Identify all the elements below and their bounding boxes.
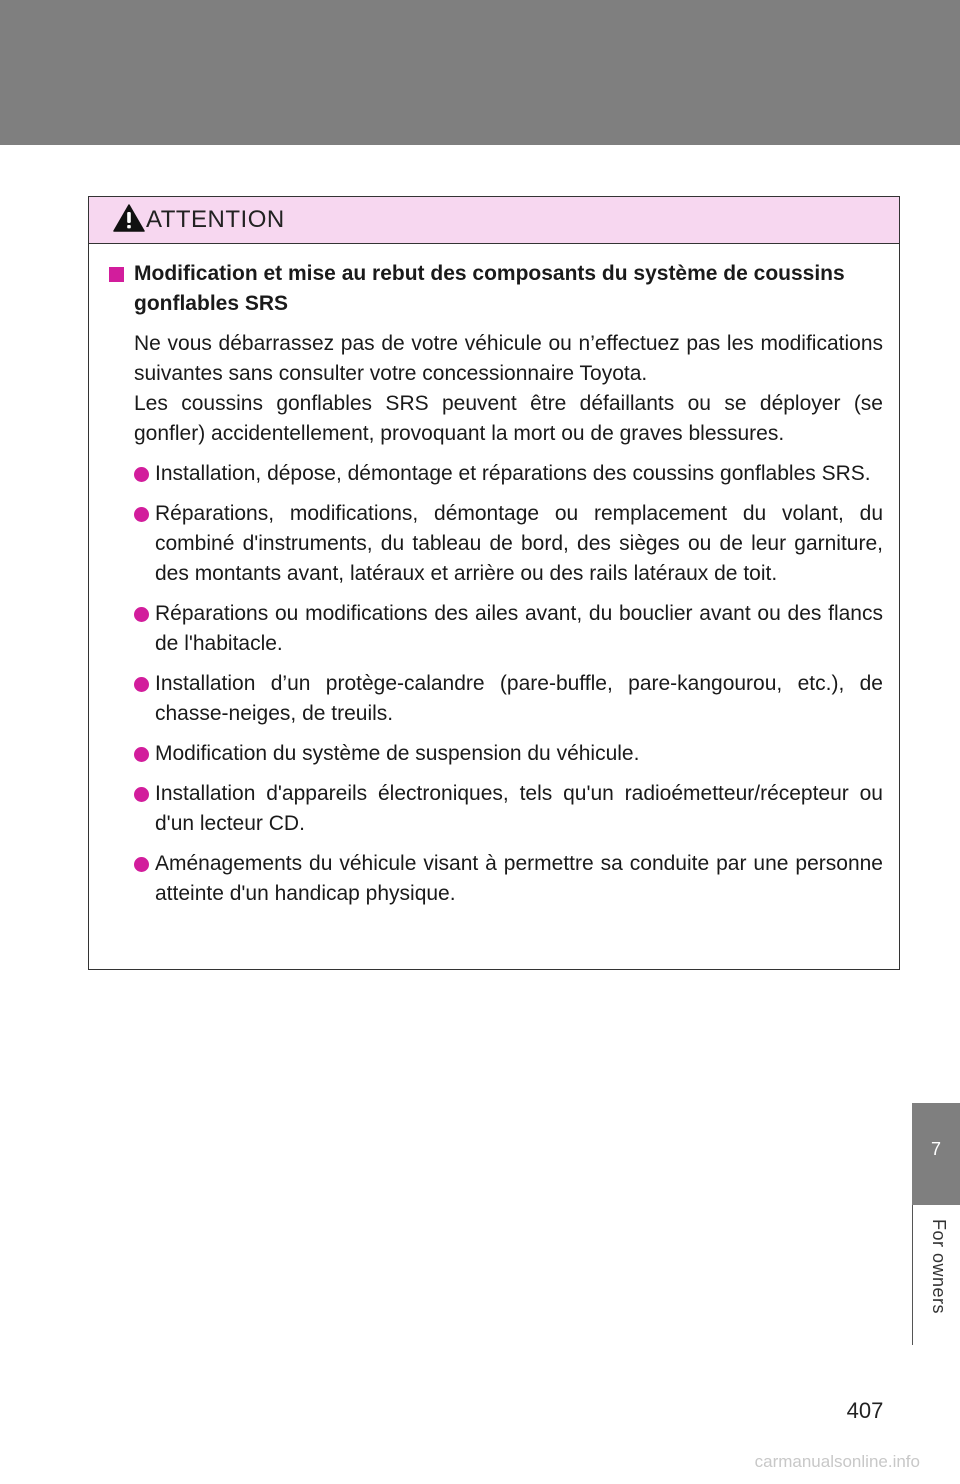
list-item <box>109 499 883 589</box>
list-item <box>109 599 883 659</box>
circle-bullet-icon <box>134 467 149 482</box>
list-item <box>109 669 883 729</box>
chapter-tab[interactable] <box>912 1103 960 1205</box>
list-item <box>109 849 883 909</box>
paragraph: Les coussins gonflables SRS peuvent être défaillants ou se déployer (se gonfler) accidentellement, provoquant la mort ou de graves blessures. <box>134 392 883 445</box>
list-item <box>109 739 883 769</box>
section-heading-text: Modification et mise au rebut des composants du système de coussins gonflables SRS <box>134 262 845 315</box>
page-number: 407 <box>846 1398 884 1423</box>
circle-bullet-icon <box>134 607 149 622</box>
list-item-text: Installation d'appareils électroniques, tels qu'un radioémetteur/récepteur ou d'un lecteur CD. <box>155 782 883 835</box>
circle-bullet-icon <box>134 507 149 522</box>
paragraph: Ne vous débarrassez pas de votre véhicule ou n’effectuez pas les modifications suivantes sans consulter votre concessionnaire Toyota. <box>134 332 883 385</box>
chapter-number: 7 <box>930 1139 941 1159</box>
caution-header <box>89 197 899 244</box>
circle-bullet-icon <box>134 747 149 762</box>
chapter-label: For owners <box>929 1219 949 1315</box>
list-item-text: Installation, dépose, démontage et réparations des coussins gonflables SRS. <box>155 462 871 485</box>
caution-body <box>89 244 899 909</box>
list-item <box>109 459 883 489</box>
square-bullet-icon <box>109 267 124 282</box>
circle-bullet-icon <box>134 857 149 872</box>
caution-box <box>88 196 900 970</box>
list-item-text: Modification du système de suspension du véhicule. <box>155 742 640 765</box>
circle-bullet-icon <box>134 677 149 692</box>
list-item-text: Installation d’un protège-calandre (pare-buffle, pare-kangourou, etc.), de chasse-neiges, de treuils. <box>155 672 883 725</box>
circle-bullet-icon <box>134 787 149 802</box>
top-band <box>0 0 960 145</box>
list-item-text: Réparations, modifications, démontage ou remplacement du volant, du combiné d'instruments, du tableau de bord, des sièges ou de leur garniture, des montants avant, latéraux et arrière ou des rails latéraux de toit. <box>155 502 883 585</box>
section-heading <box>109 259 883 319</box>
caution-title: ATTENTION <box>146 206 285 233</box>
chapter-label-strip <box>912 1205 960 1345</box>
warning-triangle-icon <box>113 204 145 232</box>
list-item-text: Aménagements du véhicule visant à permettre sa conduite par une personne atteinte d'un handicap physique. <box>155 852 883 905</box>
list-item <box>109 779 883 839</box>
list-item-text: Réparations ou modifications des ailes avant, du bouclier avant ou des flancs de l'habitacle. <box>155 602 883 655</box>
watermark: carmanualsonline.info <box>754 1452 920 1471</box>
